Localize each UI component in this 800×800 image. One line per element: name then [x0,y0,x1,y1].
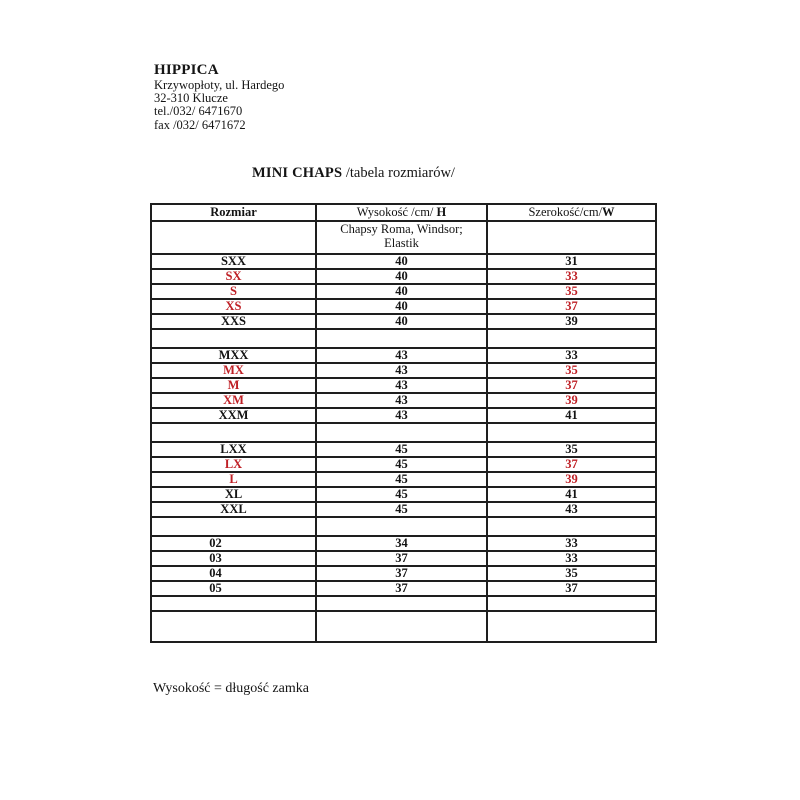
empty-cell [316,611,487,642]
model-names-line: Elastik [384,235,419,250]
size-cell: LXX [151,442,316,457]
size-cell: XXL [151,502,316,517]
height-cell: 43 [316,408,487,423]
width-cell: 41 [487,408,656,423]
width-cell: 35 [487,566,656,581]
tall-row [151,611,656,642]
table-header-row [151,204,656,221]
height-cell: 43 [316,348,487,363]
height-cell: 43 [316,378,487,393]
phone-line: tel./032/ 6471670 [154,104,243,119]
table-row [151,487,656,502]
table-row [151,363,656,378]
table-row [151,536,656,551]
width-cell: 37 [487,378,656,393]
column-header-unit: W [602,205,615,219]
height-cell: 45 [316,502,487,517]
height-cell: 37 [316,566,487,581]
height-cell: 43 [316,363,487,378]
height-cell: 37 [316,551,487,566]
table-row [151,408,656,423]
empty-cell [151,611,316,642]
empty-row [151,596,656,611]
table-row [151,442,656,457]
height-cell: 40 [316,254,487,269]
size-table-body [151,254,656,642]
empty-cell [151,329,316,348]
size-cell: XXS [151,314,316,329]
table-row [151,314,656,329]
height-cell: 45 [316,457,487,472]
height-cell: 45 [316,472,487,487]
size-cell: XS [151,299,316,314]
table-subheader-row [151,221,656,254]
width-cell: 39 [487,472,656,487]
size-cell: XL [151,487,316,502]
table-row [151,581,656,596]
height-cell: 45 [316,442,487,457]
height-cell: 43 [316,393,487,408]
size-cell: MX [151,363,316,378]
table-row [151,551,656,566]
column-header-szerokosc [487,204,656,221]
width-cell: 39 [487,393,656,408]
empty-cell [316,329,487,348]
height-cell: 40 [316,299,487,314]
size-cell: XM [151,393,316,408]
table-row [151,299,656,314]
width-cell: 35 [487,363,656,378]
size-table [150,203,657,643]
width-cell: 31 [487,254,656,269]
empty-cell [316,423,487,442]
table-row [151,269,656,284]
empty-cell [487,517,656,536]
spacer-row [151,329,656,348]
empty-cell [316,517,487,536]
height-cell: 37 [316,581,487,596]
table-row [151,284,656,299]
width-cell: 37 [487,457,656,472]
spacer-row [151,423,656,442]
width-cell: 33 [487,269,656,284]
column-header-label: Szerokość/cm/ [528,205,603,219]
width-cell: 35 [487,442,656,457]
size-cell: 04 [151,566,316,581]
empty-cell [487,611,656,642]
model-names-cell [316,221,487,254]
empty-cell [151,596,316,611]
size-cell: LX [151,457,316,472]
size-cell: 05 [151,581,316,596]
height-cell: 45 [316,487,487,502]
footer-note: Wysokość = długość zamka [153,681,309,696]
table-row [151,472,656,487]
height-cell: 40 [316,314,487,329]
page-title-main: MINI CHAPS [252,165,343,181]
width-cell: 37 [487,299,656,314]
column-header-wysokosc [316,204,487,221]
table-row [151,254,656,269]
size-cell: XXM [151,408,316,423]
size-cell: MXX [151,348,316,363]
empty-cell [151,221,316,254]
width-cell: 35 [487,284,656,299]
size-cell: 03 [151,551,316,566]
column-header-unit: H [436,205,447,219]
company-name: HIPPICA [154,62,219,78]
size-cell: L [151,472,316,487]
width-cell: 37 [487,581,656,596]
table-row [151,502,656,517]
column-header-label: Rozmiar [210,205,257,219]
size-cell: 02 [151,536,316,551]
empty-cell [151,423,316,442]
model-names-line: Chapsy Roma, Windsor; [340,222,463,236]
page-title-suffix: /tabela rozmiarów/ [342,165,455,181]
size-cell: S [151,284,316,299]
address-line: 32-310 Klucze [154,91,228,106]
table-row [151,457,656,472]
width-cell: 43 [487,502,656,517]
fax-line: fax /032/ 6471672 [154,117,246,132]
column-header-label: Wysokość /cm/ [356,205,437,219]
column-header-rozmiar [151,204,316,221]
width-cell: 39 [487,314,656,329]
spacer-row [151,517,656,536]
empty-cell [487,596,656,611]
empty-cell [487,329,656,348]
empty-cell [487,221,656,254]
height-cell: 40 [316,269,487,284]
size-cell: SX [151,269,316,284]
empty-cell [151,517,316,536]
width-cell: 33 [487,551,656,566]
empty-cell [487,423,656,442]
letterhead [154,62,284,132]
page-title [252,165,455,182]
table-row [151,378,656,393]
empty-cell [316,596,487,611]
width-cell: 41 [487,487,656,502]
height-cell: 40 [316,284,487,299]
table-row [151,393,656,408]
size-cell: M [151,378,316,393]
height-cell: 34 [316,536,487,551]
table-row [151,566,656,581]
address-line: Krzywopłoty, ul. Hardego [154,78,285,92]
width-cell: 33 [487,536,656,551]
size-cell: SXX [151,254,316,269]
width-cell: 33 [487,348,656,363]
table-row [151,348,656,363]
